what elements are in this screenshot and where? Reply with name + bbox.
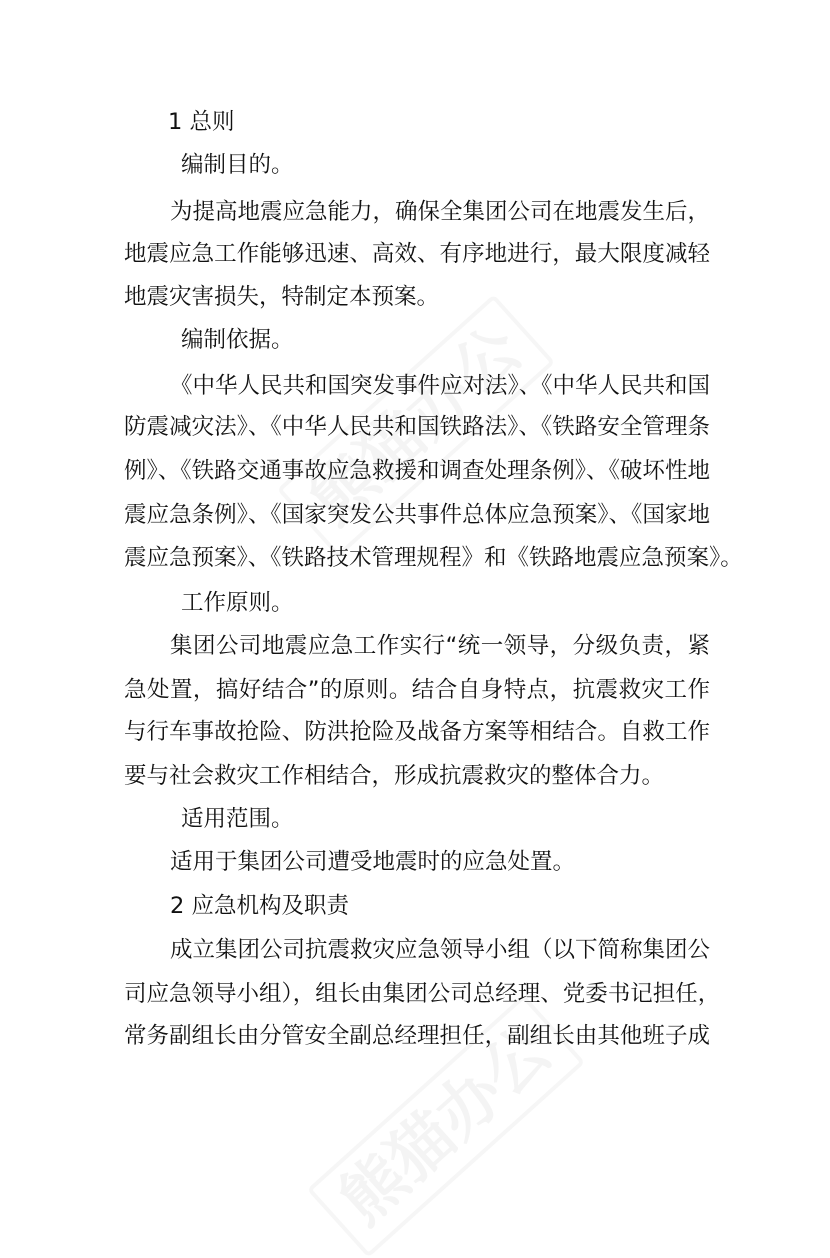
paragraph-line: 震应急预案》、《铁路技术管理规程》和《铁路地震应急预案》。 [124,545,743,571]
paragraph-line: 要与社会救灾工作相结合，形成抗震救灾的整体合力。 [124,763,665,789]
paragraph-line: 地震灾害损失，特制定本预案。 [124,284,440,310]
paragraph-line: 成立集团公司抗震救灾应急领导小组（以下简称集团公 [170,937,711,963]
paragraph-line: 例》、《铁路交通事故应急救援和调查处理条例》、《破坏性地 [124,458,710,484]
paragraph-line: 与行车事故抢险、防洪抢险及战备方案等相结合。自救工作 [124,719,710,745]
paragraph-line: 常务副组长由分管安全副总经理担任，副组长由其他班子成 [124,1023,710,1049]
paragraph-line: 地震应急工作能够迅速、高效、有序地进行，最大限度减轻 [124,241,710,267]
subheading: 工作原则。 [181,590,294,616]
paragraph-line: 为提高地震应急能力，确保全集团公司在地震发生后， [170,199,711,225]
paragraph-line: 防震减灾法》、《中华人民共和国铁路法》、《铁路安全管理条 [124,414,710,440]
subheading: 编制目的。 [181,152,294,178]
paragraph-line: 《中华人民共和国突发事件应对法》、《中华人民共和国 [170,373,711,399]
paragraph-line: 司应急领导小组），组长由集团公司总经理、党委书记担任， [124,981,721,1007]
paragraph-line: 适用于集团公司遭受地震时的应急处置。 [170,849,576,875]
section-heading: 1 总则 [168,109,235,135]
paragraph-line: 震应急条例》、《国家突发公共事件总体应急预案》、《国家地 [124,502,710,528]
section-heading: 2 应急机构及职责 [170,893,349,919]
paragraph-line: 集团公司地震应急工作实行“统一领导，分级负责，紧 [170,633,710,659]
subheading: 适用范围。 [181,806,294,832]
subheading: 编制依据。 [181,327,294,353]
paragraph-line: 急处置，搞好结合”的原则。结合自身特点，抗震救灾工作 [124,677,710,703]
